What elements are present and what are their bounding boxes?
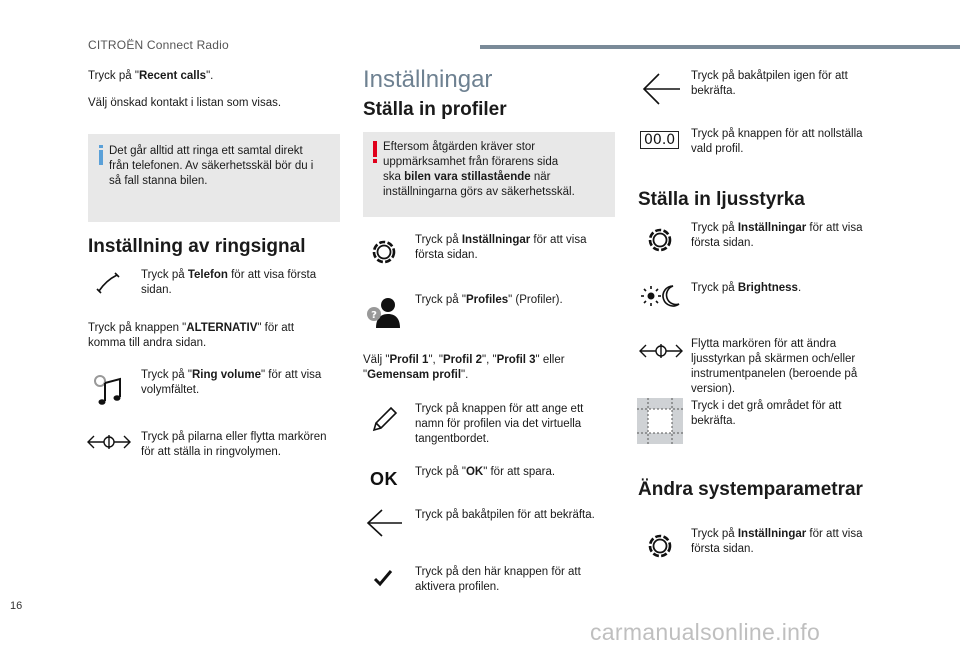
svg-text:?: ? <box>371 310 377 321</box>
info-note-line: Det går alltid att ringa ett samtal direkt <box>109 145 303 157</box>
brightness-heading: Ställa in ljusstyrka <box>638 189 805 210</box>
grey-area-icon <box>637 398 683 444</box>
reset-instruction: Tryck på knappen för att nollställa vald profil. <box>691 128 863 155</box>
watermark: carmanualsonline.info <box>590 619 821 645</box>
reset-profile-icon: 00.0 <box>640 131 679 149</box>
info-note-line: från telefonen. Av säkerhetsskäl bör du i <box>109 160 314 172</box>
recent-calls-instruction: Tryck på "Recent calls". <box>88 70 214 82</box>
checkmark-icon <box>370 567 396 589</box>
warning-icon <box>372 141 378 163</box>
header-rule <box>480 45 960 49</box>
brightness-sun-moon-icon <box>641 282 681 310</box>
phone-icon <box>88 270 128 296</box>
activate-instruction: Tryck på den här knappen för att aktivera profilen. <box>415 566 581 593</box>
ok-icon: OK <box>370 468 398 489</box>
settings-instruction: Tryck på Inställningar för att visa första sidan. <box>415 234 587 261</box>
back-arrow-icon <box>364 508 404 538</box>
slider-arrows-icon <box>638 341 684 361</box>
select-contact-text: Välj önskad kontakt i listan som visas. <box>88 97 282 109</box>
cursor-instruction: Flytta markören för att ändra ljusstyrkan på skärmen och/eller instrumentpanelen (beroende på version). <box>691 338 858 395</box>
grey-area-instruction: Tryck i det grå området för att bekräfta. <box>691 400 842 427</box>
back-again-instruction: Tryck på bakåtpilen igen för att bekräfta. <box>691 70 848 97</box>
profile-icon <box>364 292 404 332</box>
arrows-instruction: Tryck på pilarna eller flytta markören för att ställa in ringvolymen. <box>141 431 327 458</box>
brightness-instruction: Tryck på Brightness. <box>691 282 802 294</box>
page-number: 16 <box>10 600 23 612</box>
save-instruction: Tryck på "OK" för att spara. <box>415 466 556 478</box>
system-parameters-heading: Ändra systemparametrar <box>638 479 863 500</box>
profiles-heading: Ställa in profiler <box>363 99 507 120</box>
profiles-instruction: Tryck på "Profiles" (Profiler). <box>415 294 563 306</box>
select-profile-text: Välj "Profil 1", "Profil 2", "Profil 3" eller "Gemensam profil". <box>363 354 565 381</box>
running-header: CITROËN Connect Radio <box>88 38 229 52</box>
phone-instruction: Tryck på Telefon för att visa första sidan. <box>141 269 317 296</box>
settings-gear-icon <box>642 222 678 258</box>
pencil-icon <box>366 402 402 438</box>
info-note-box <box>88 134 340 222</box>
settings-gear-icon <box>642 528 678 564</box>
ring-volume-icon <box>88 370 128 408</box>
name-instruction: Tryck på knappen för att ange ett namn för profilen via det virtuella tangentbordet. <box>415 403 584 445</box>
brightness-settings-instruction: Tryck på Inställningar för att visa första sidan. <box>691 222 863 249</box>
ring-volume-instruction: Tryck på "Ring volume" för att visa volymfältet. <box>141 369 322 396</box>
system-settings-instruction: Tryck på Inställningar för att visa första sidan. <box>691 528 863 555</box>
back-arrow-icon <box>640 72 682 106</box>
settings-title: Inställningar <box>363 66 493 93</box>
settings-gear-icon <box>366 234 402 270</box>
info-note-line: så fall stanna bilen. <box>109 175 208 187</box>
slider-arrows-icon <box>86 432 132 452</box>
options-instruction: Tryck på knappen "ALTERNATIV" för att komma till andra sidan. <box>88 322 295 349</box>
info-icon <box>98 145 104 165</box>
ringtone-heading: Inställning av ringsignal <box>88 236 306 257</box>
warning-note-box: Eftersom åtgärden kräver stor uppmärksamhet från förarens sida ska bilen vara stillastående när inställningarna görs av säkerhetsskäl. <box>363 132 615 217</box>
back-confirm-text: Tryck på bakåtpilen för att bekräfta. <box>415 509 595 521</box>
